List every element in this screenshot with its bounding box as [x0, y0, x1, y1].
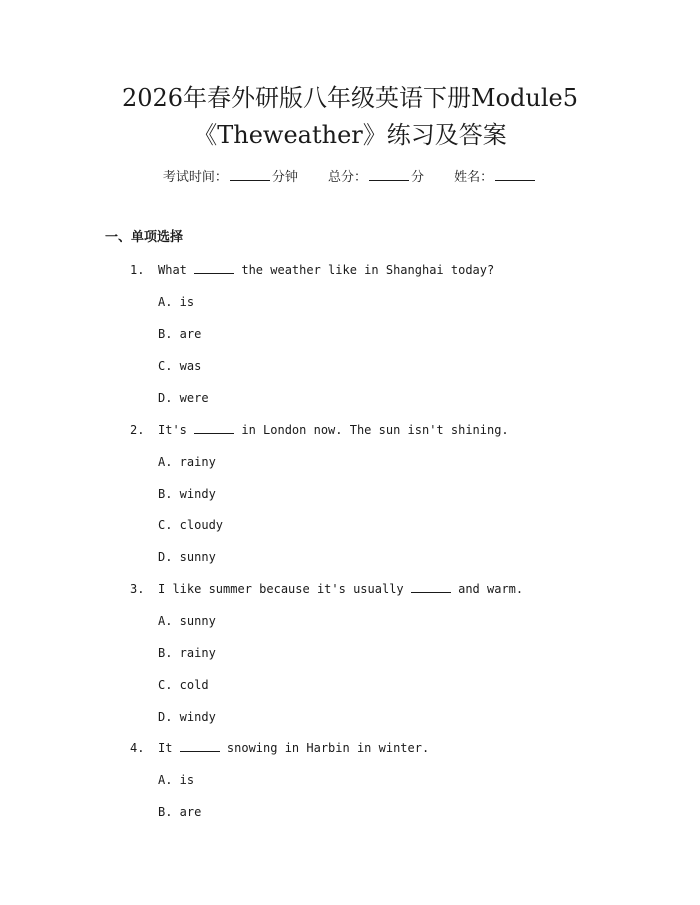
section-title: 一、单项选择: [105, 230, 184, 245]
total-score-blank: [369, 168, 409, 181]
option-1a: A. is: [158, 295, 195, 309]
question-text-after: in London now. The sun isn't shining.: [234, 423, 509, 437]
question-3: [130, 580, 523, 598]
question-number: 4.: [130, 741, 145, 755]
option-2c: C. cloudy: [158, 518, 224, 532]
exam-time-field: [163, 168, 298, 187]
question-text-after: and warm.: [450, 582, 524, 596]
document-title-line1: 2026年春外研版八年级英语下册Module5: [121, 84, 579, 112]
answer-blank: [194, 421, 234, 434]
option-4a: A. is: [158, 773, 195, 787]
question-text-before: What: [158, 263, 195, 277]
option-3d: D. windy: [158, 710, 216, 724]
student-name-blank: [495, 168, 535, 181]
question-4: [130, 739, 429, 757]
question-1: [130, 261, 494, 279]
answer-blank: [194, 261, 234, 274]
question-text-after: the weather like in Shanghai today?: [234, 263, 495, 277]
option-2a: A. rainy: [158, 455, 216, 469]
option-1b: B. are: [158, 327, 202, 341]
question-number: 2.: [130, 423, 145, 437]
exam-time-blank: [230, 168, 270, 181]
option-2d: D. sunny: [158, 550, 216, 564]
answer-blank: [180, 739, 220, 752]
question-number: 3.: [130, 582, 145, 596]
option-1d: D. were: [158, 391, 209, 405]
answer-blank: [411, 580, 451, 593]
student-name-field: [454, 168, 537, 187]
option-3b: B. rainy: [158, 646, 216, 660]
total-score-unit: 分: [411, 170, 425, 185]
option-4b: B. are: [158, 805, 202, 819]
question-text-after: snowing in Harbin in winter.: [219, 741, 430, 755]
exam-time-unit: 分钟: [271, 170, 298, 185]
student-name-label: 姓名：: [454, 170, 494, 185]
question-text-before: It's: [158, 423, 195, 437]
option-3c: C. cold: [158, 678, 209, 692]
option-1c: C. was: [158, 359, 202, 373]
question-number: 1.: [130, 263, 145, 277]
question-text-before: I like summer because it's usually: [158, 582, 411, 596]
total-score-field: [328, 168, 424, 187]
question-text-before: It: [158, 741, 180, 755]
exam-info-line: [0, 168, 700, 187]
document-title-line2: 《Theweather》练习及答案: [193, 121, 507, 149]
option-3a: A. sunny: [158, 614, 216, 628]
total-score-label: 总分：: [327, 170, 367, 185]
exam-time-label: 考试时间：: [162, 170, 228, 185]
option-2b: B. windy: [158, 487, 216, 501]
question-2: [130, 421, 509, 439]
